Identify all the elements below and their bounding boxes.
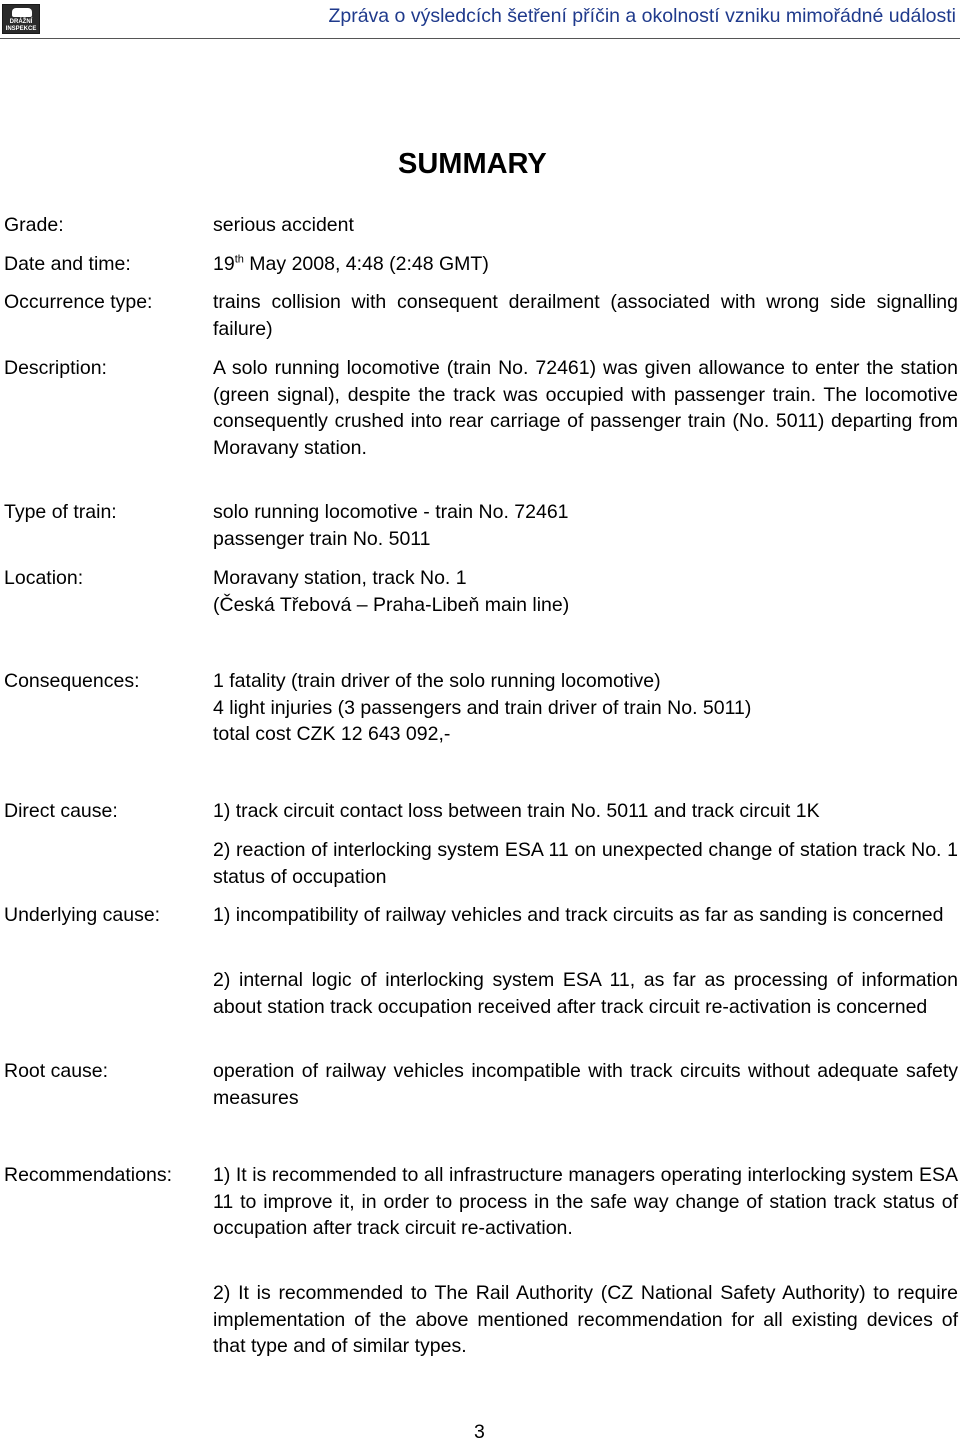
location-line: Moravany station, track No. 1 [213,567,467,589]
description-label: Description: [4,357,107,379]
recommendations-label: Recommendations: [4,1164,172,1186]
page-header [0,0,960,40]
consequences-label: Consequences: [4,670,140,692]
train-type-value [213,499,958,552]
train-logo-icon [12,8,32,17]
direct-cause-item-1: 1) track circuit contact loss between train No. 5011 and track circuit 1K [213,800,820,822]
recommendation-item-1: 1) It is recommended to all infrastructure managers operating interlocking system ESA 11 to improve it, in order to process in the safe way change of station track status of occupation after track circuit re-activation. [213,1164,958,1239]
consequences-value [213,668,958,748]
train-type-label: Type of train: [4,501,117,523]
datetime-day-suffix: th [234,253,244,266]
train-type-line: passenger train No. 5011 [213,527,431,550]
grade-label: Grade: [4,214,64,236]
grade-value: serious accident [213,214,354,236]
occurrence-value: trains collision with consequent derailment (associated with wrong side signalling failure) [213,291,958,340]
occurrence-label: Occurrence type: [4,291,153,313]
direct-cause-item-2: 2) reaction of interlocking system ESA 11 on unexpected change of station track No. 1 status of occupation [213,839,958,888]
underlying-cause-label: Underlying cause: [4,904,161,926]
root-cause-label: Root cause: [4,1060,109,1082]
train-type-line: solo running locomotive - train No. 72461 [213,501,569,523]
drazni-inspekce-logo [2,4,40,34]
location-label: Location: [4,567,84,589]
consequence-line: 4 light injuries (3 passengers and train driver of train No. 5011) [213,696,752,719]
report-header-title: Zpráva o výsledcích šetření příčin a okolností vzniku mimořádné události [328,5,956,27]
consequence-line: 1 fatality (train driver of the solo running locomotive) [213,670,661,692]
location-value [213,565,958,618]
underlying-cause-item-2: 2) internal logic of interlocking system ESA 11, as far as processing of information about station track occupation received after track circuit re-activation is concerned [213,969,958,1018]
header-divider [0,38,960,39]
direct-cause-label: Direct cause: [4,800,118,822]
root-cause-value: operation of railway vehicles incompatible with track circuits without adequate safety measures [213,1060,958,1109]
datetime-day: 19 [213,253,235,275]
datetime-value [213,251,958,278]
consequence-line: total cost CZK 12 643 092,- [213,723,451,745]
summary-heading: SUMMARY [398,148,547,180]
location-line: (Česká Třebová – Praha-Libeň main line) [213,593,570,616]
datetime-rest: May 2008, 4:48 (2:48 GMT) [243,253,489,275]
recommendation-item-2: 2) It is recommended to The Rail Authority (CZ National Safety Authority) to require implementation of the above mentioned recommendation for all existing devices of that type and of similar types. [213,1282,958,1357]
logo-text: DRÁŽNÍ INSPEKCE [5,19,37,32]
page-number: 3 [474,1421,485,1443]
datetime-label: Date and time: [4,253,131,275]
description-value: A solo running locomotive (train No. 72461) was given allowance to enter the station (green signal), despite the track was occupied with passenger train. The locomotive consequently crushed into rear carriage of passenger train (No. 5011) departing from Moravany station. [213,357,958,459]
underlying-cause-item-1: 1) incompatibility of railway vehicles and track circuits as far as sanding is concerned [213,904,944,926]
